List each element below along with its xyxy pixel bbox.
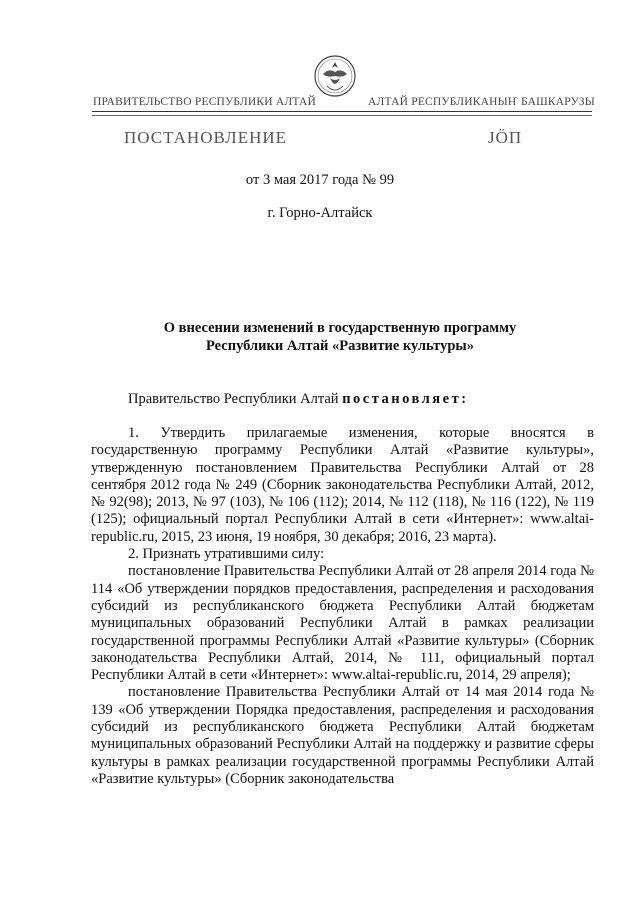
document-title-line: Республики Алтай «Развитие культуры» [206,338,474,354]
body-paragraph: постановление Правительства Республики Алтай от 28 апреля 2014 года № 114 «Об утверждении порядков предоставления, распределения и расходования субсидий из республиканского бюджета Республики Алтай бюджетам муниципальных образований Республики Алтай в рамках реализации государственной программы Республики Алтай «Развитие культуры» (Сборник законодательства Республики Алтай, 2014, № 111, официальный портал Республики Алтай в сети «Интернет»: www.altai-republic.ru, 2014, 29 апреля); [91,563,594,684]
header-rule [92,111,592,112]
document-city: г. Горно-Алтайск [267,205,373,221]
document-body [91,425,594,788]
preamble-subject: Правительство Республики Алтай [128,391,339,407]
document-type-ru: ПОСТАНОВЛЕНИЕ [124,128,288,147]
coat-of-arms-icon [313,52,357,100]
document-title [0,319,640,355]
preamble-verb: постановляет: [342,391,469,407]
header-rule-thin [92,115,592,116]
government-name-alt: АЛТАЙ РЕСПУБЛИКАНЫҤ БАШКАРУЗЫ [368,96,595,108]
body-paragraph: постановление Правительства Республики Алтай от 14 мая 2014 года № 139 «Об утверждении Порядка предоставления, распределения и расходования субсидий из республиканского бюджета Республики Алтай бюджетам муниципальных образований Республики Алтай на поддержку и развитие сферы культуры в рамках реализации государственной программы Республики Алтай «Развитие культуры» (Сборник законодательства [91,684,594,787]
body-paragraph: 1. Утвердить прилагаемые изменения, которые вносятся в государственную программу Республики Алтай «Развитие культуры», утвержденную постановлением Правительства Республики Алтай от 28 сентября 2012 года № 249 (Сборник законодательства Республики Алтай, 2012, № 92(98); 2013, № 97 (103), № 106 (112); 2014, № 112 (118), № 116 (122), № 119 (125); официальный портал Республики Алтай в сети «Интернет»: www.altai-republic.ru, 2015, 23 июня, 19 ноября, 30 декабря; 2016, 23 марта). [91,425,594,545]
document-type-alt: ЈӦП [488,128,523,147]
body-paragraph: 2. Признать утратившими силу: [128,546,325,563]
document-title-line: О внесении изменений в государственную программу [163,320,517,336]
document-date-number: от 3 мая 2017 года № 99 [245,172,395,188]
preamble [128,391,469,408]
government-name-ru: ПРАВИТЕЛЬСТВО РЕСПУБЛИКИ АЛТАЙ [93,96,317,108]
